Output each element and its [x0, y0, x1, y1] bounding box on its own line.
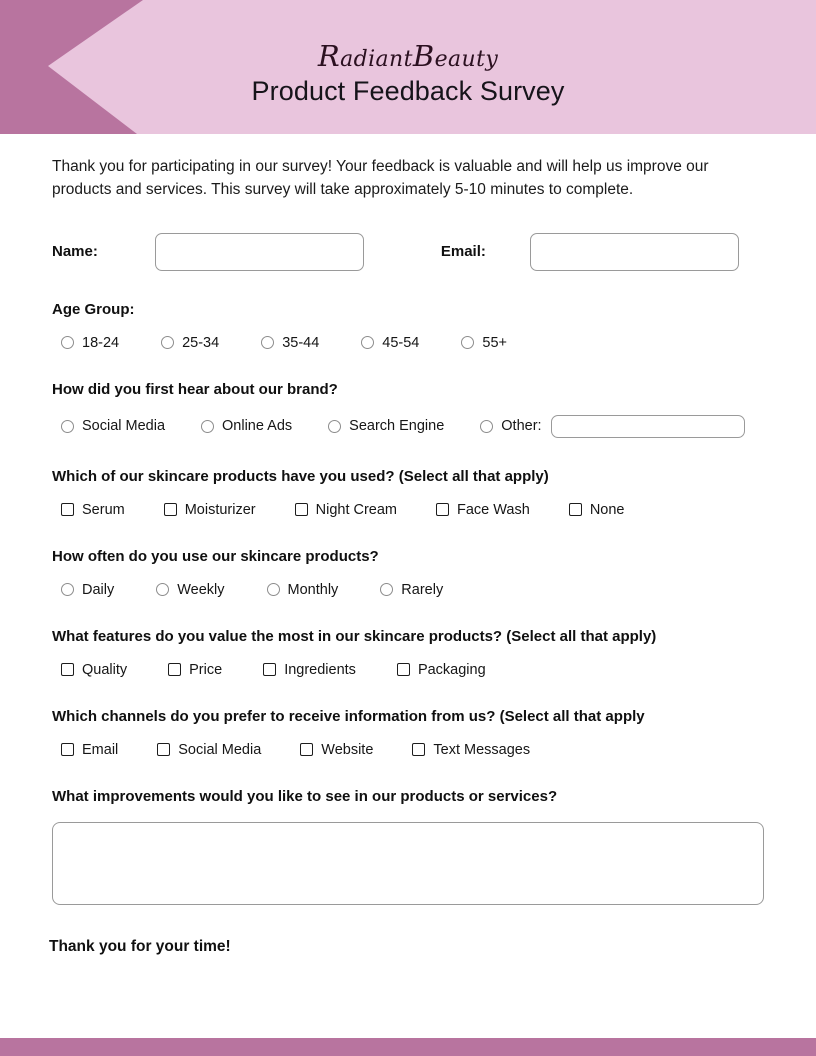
survey-body: [0, 134, 816, 956]
radio-icon[interactable]: [261, 336, 274, 349]
radio-option-monthly[interactable]: [267, 582, 339, 598]
option-label: Serum: [82, 501, 125, 518]
checkbox-icon[interactable]: [412, 743, 425, 756]
option-label: Social Media: [178, 741, 262, 758]
question-products-used-title: Which of our skincare products have you used? (Select all that apply): [52, 467, 549, 485]
option-label: Night Cream: [315, 501, 398, 518]
radio-option-other[interactable]: [480, 418, 541, 434]
radio-icon[interactable]: [156, 583, 169, 596]
question-age-group: [52, 301, 764, 351]
radio-icon[interactable]: [380, 583, 393, 596]
option-label: 45-54: [382, 334, 420, 351]
question-valued-features-title: What features do you value the most in our skincare products? (Select all that apply): [52, 627, 657, 645]
checkbox-option-packaging[interactable]: [397, 662, 486, 678]
footer-bar: [0, 1038, 816, 1056]
other-text-input[interactable]: [551, 415, 745, 438]
option-label: Ingredients: [284, 661, 356, 678]
question-age-group-title: Age Group:: [52, 300, 135, 318]
question-hear-about-brand: [52, 381, 764, 438]
checkbox-icon[interactable]: [61, 503, 74, 516]
name-label: Name:: [52, 243, 98, 261]
intro-paragraph: Thank you for participating in our survey! Your feedback is valuable and will help us improve our products and services. This survey will take approximately 5-10 minutes to complete.: [52, 158, 709, 198]
hear-about-brand-options: [61, 415, 764, 438]
closing-thank-you: Thank you for your time!: [49, 937, 231, 955]
checkbox-icon[interactable]: [300, 743, 313, 756]
checkbox-option-night-cream[interactable]: [295, 502, 397, 518]
radio-option-35-44[interactable]: [261, 335, 319, 351]
checkbox-option-website[interactable]: [300, 742, 373, 758]
option-label: Price: [189, 661, 223, 678]
option-label: Search Engine: [349, 418, 445, 435]
radio-option-25-34[interactable]: [161, 335, 219, 351]
name-input[interactable]: [155, 233, 364, 271]
brand-logo-eauty: eauty: [434, 47, 499, 72]
option-label: Quality: [82, 661, 128, 678]
contact-fields-row: [52, 233, 764, 271]
option-label: 55+: [482, 334, 507, 351]
age-group-options: [61, 335, 764, 351]
radio-icon[interactable]: [328, 420, 341, 433]
radio-option-18-24[interactable]: [61, 335, 119, 351]
page-header: [0, 0, 816, 134]
option-label: 35-44: [282, 334, 320, 351]
preferred-channels-options: [61, 742, 764, 758]
question-improvements-title: What improvements would you like to see in our products or services?: [52, 787, 558, 805]
checkbox-icon[interactable]: [263, 663, 276, 676]
radio-icon[interactable]: [61, 583, 74, 596]
question-preferred-channels-title: Which channels do you prefer to receive information from us? (Select all that apply: [52, 707, 645, 725]
radio-option-45-54[interactable]: [361, 335, 419, 351]
checkbox-icon[interactable]: [397, 663, 410, 676]
checkbox-icon[interactable]: [164, 503, 177, 516]
brand-logo-adiant: adiant: [340, 47, 413, 72]
radio-option-search-engine[interactable]: [328, 418, 444, 434]
radio-icon[interactable]: [61, 420, 74, 433]
checkbox-option-face-wash[interactable]: [436, 502, 530, 518]
radio-icon[interactable]: [361, 336, 374, 349]
radio-icon[interactable]: [61, 336, 74, 349]
checkbox-option-ingredients[interactable]: [263, 662, 356, 678]
option-label: Face Wash: [457, 501, 530, 518]
checkbox-option-serum[interactable]: [61, 502, 125, 518]
checkbox-option-text-messages[interactable]: [412, 742, 530, 758]
option-label: Packaging: [417, 661, 486, 678]
checkbox-option-quality[interactable]: [61, 662, 127, 678]
option-label: Weekly: [177, 581, 225, 598]
question-usage-frequency-title: How often do you use our skincare products?: [52, 547, 379, 565]
usage-frequency-options: [61, 582, 764, 598]
question-preferred-channels: [52, 708, 764, 758]
radio-icon[interactable]: [267, 583, 280, 596]
products-used-options: [61, 502, 764, 518]
option-label: Moisturizer: [184, 501, 256, 518]
radio-option-55-plus[interactable]: [461, 335, 507, 351]
email-label: Email:: [440, 243, 486, 261]
radio-icon[interactable]: [161, 336, 174, 349]
checkbox-option-price[interactable]: [168, 662, 222, 678]
option-label: Website: [321, 741, 374, 758]
option-label: Online Ads: [222, 418, 293, 435]
radio-icon[interactable]: [480, 420, 493, 433]
question-hear-about-brand-title: How did you first hear about our brand?: [52, 380, 338, 398]
option-label: 18-24: [82, 334, 120, 351]
option-label: Daily: [82, 581, 115, 598]
option-label: None: [589, 501, 625, 518]
checkbox-option-moisturizer[interactable]: [164, 502, 256, 518]
radio-option-weekly[interactable]: [156, 582, 224, 598]
brand-logo: [0, 39, 816, 73]
question-improvements: [52, 788, 764, 905]
radio-option-online-ads[interactable]: [201, 418, 292, 434]
brand-logo-initial-b: B: [412, 39, 435, 73]
checkbox-icon[interactable]: [168, 663, 181, 676]
checkbox-icon[interactable]: [61, 663, 74, 676]
checkbox-option-social-media[interactable]: [157, 742, 261, 758]
valued-features-options: [61, 662, 764, 678]
radio-option-daily[interactable]: [61, 582, 114, 598]
checkbox-icon[interactable]: [295, 503, 308, 516]
option-label: Rarely: [401, 581, 444, 598]
option-label: Monthly: [287, 581, 339, 598]
checkbox-option-none[interactable]: [569, 502, 625, 518]
radio-option-rarely[interactable]: [380, 582, 443, 598]
option-label: 25-34: [182, 334, 220, 351]
option-label: Text Messages: [433, 741, 531, 758]
question-usage-frequency: [52, 548, 764, 598]
option-label: Social Media: [82, 418, 166, 435]
option-label: Email: [82, 741, 119, 758]
email-input[interactable]: [530, 233, 739, 271]
header-text-block: [0, 0, 816, 107]
radio-icon[interactable]: [461, 336, 474, 349]
brand-logo-initial-r: R: [317, 39, 341, 73]
checkbox-icon[interactable]: [157, 743, 170, 756]
question-products-used: [52, 468, 764, 518]
radio-option-social-media[interactable]: [61, 418, 165, 434]
option-label: Other:: [501, 418, 542, 435]
radio-icon[interactable]: [201, 420, 214, 433]
checkbox-icon[interactable]: [569, 503, 582, 516]
checkbox-icon[interactable]: [436, 503, 449, 516]
page-title: Product Feedback Survey: [251, 76, 565, 106]
improvements-textarea[interactable]: [52, 822, 764, 905]
checkbox-icon[interactable]: [61, 743, 74, 756]
checkbox-option-email[interactable]: [61, 742, 118, 758]
question-valued-features: [52, 628, 764, 678]
